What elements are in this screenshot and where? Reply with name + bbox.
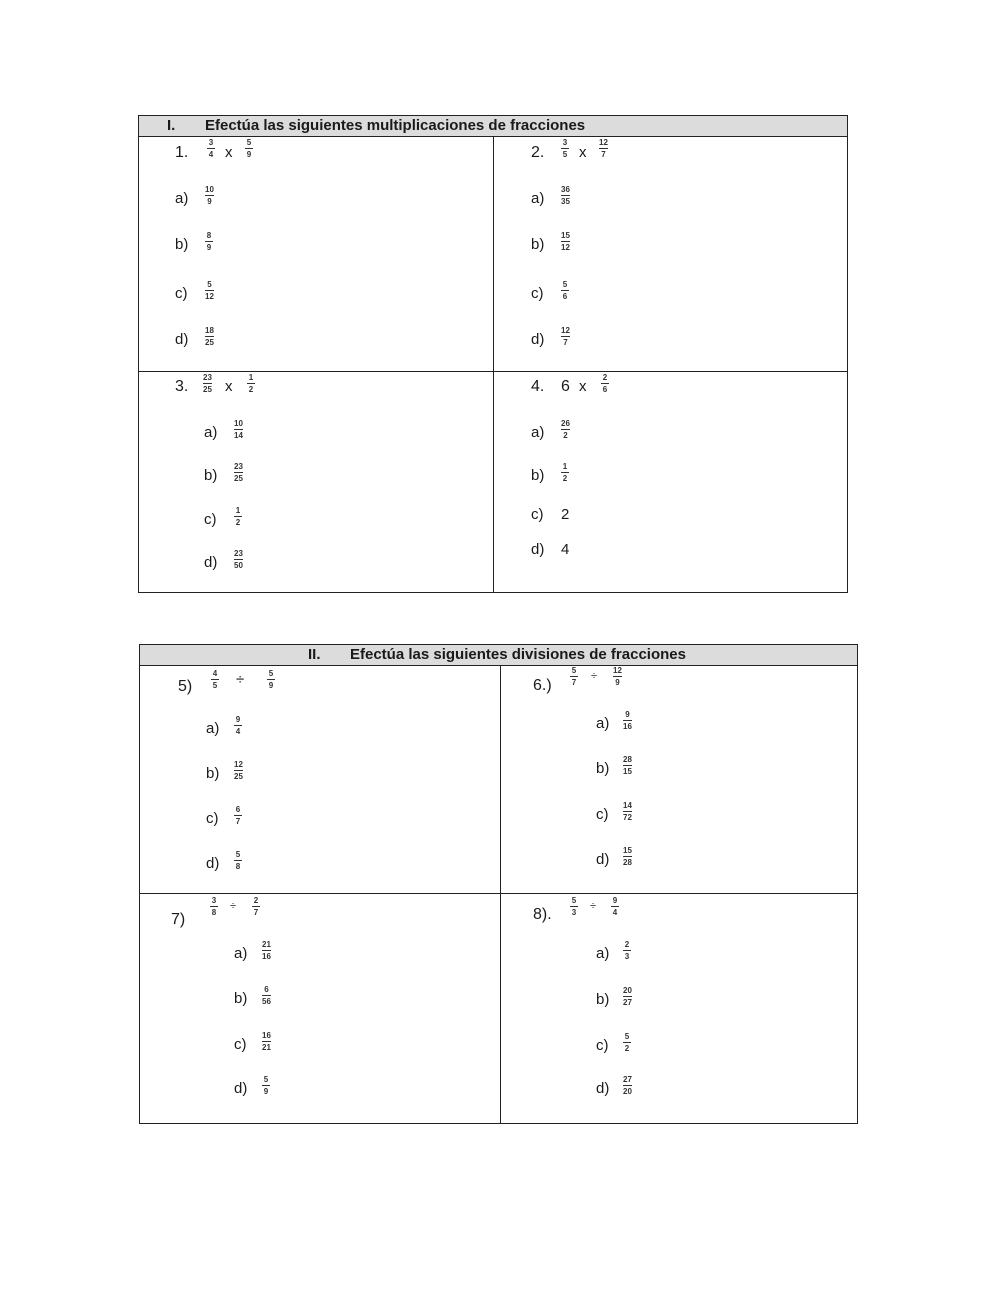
problem-label: 1. (175, 144, 189, 161)
operator: ÷ (230, 900, 237, 912)
multiplication-section: I. Efectúa las siguientes multiplicaciones de fracciones 1. 3 4 x 5 9 a) 10 9 b) 8 9 c) 5 12 d) 18 25 2. 3 5 x 12 7 a) 36 35 b) 15 12 c) 5 6 d) 12 7 3. 23 25 x 1 2 a) 10 14 b) 23 25 c) 1 2 d) 23 50 4. 6 x 2 6 a) 26 2 b) 1 2 c) 2 d) 4 (138, 115, 848, 593)
fraction: 5 9 (246, 138, 252, 159)
section-title: Efectúa las siguientes multiplicaciones de fracciones (205, 117, 586, 134)
operator: x (225, 144, 233, 161)
fraction: 3 8 (211, 896, 217, 917)
operator: ÷ (236, 671, 245, 688)
fraction: 3 4 (208, 138, 214, 159)
fraction: 5 3 (571, 896, 577, 917)
operator: x (579, 378, 587, 395)
row-divider (140, 893, 857, 894)
fraction: 23 25 (203, 373, 212, 394)
division-section: II. Efectúa las siguientes divisiones de fracciones 5) 4 5 ÷ 5 9 a) 9 4 b) 12 25 c) 6 7 d) 5 8 6.) 5 7 ÷ 12 9 a) 9 16 b) 28 15 c) 14 72 d) 15 28 7) 3 8 ÷ 2 7 a) 21 16 b) 6 56 c) 16 21 d) 5 9 8). 5 3 ÷ 9 4 a) 2 3 b) 20 27 c) 5 2 d) 27 20 (139, 644, 858, 1124)
section-header (140, 645, 857, 666)
problem-label: 5) (178, 678, 193, 695)
fraction: 12 7 (599, 138, 608, 159)
fraction: 12 9 (613, 666, 622, 687)
fraction: 4 5 (212, 669, 218, 690)
section-number: II. (308, 646, 321, 663)
problem-label: 2. (531, 144, 545, 161)
fraction: 5 9 (268, 669, 274, 690)
fraction: 9 4 (612, 896, 618, 917)
problem-label: 8). (533, 906, 552, 923)
problem-label: 6.) (533, 677, 552, 694)
operator: ÷ (591, 670, 598, 682)
fraction: 3 5 (562, 138, 568, 159)
fraction: 1 2 (248, 373, 254, 394)
column-divider (493, 136, 494, 592)
section-title: Efectúa las siguientes divisiones de fracciones (350, 646, 686, 663)
column-divider (500, 665, 501, 1123)
row-divider (139, 371, 847, 372)
problem-label: 3. (175, 378, 189, 395)
fraction: 2 6 (602, 373, 608, 394)
operator: x (579, 144, 587, 161)
problem-label: 4. (531, 378, 545, 395)
section-header (139, 116, 847, 137)
fraction: 2 7 (253, 896, 259, 917)
whole-number: 6 (561, 378, 570, 395)
operator: ÷ (590, 900, 597, 912)
problem-label: 7) (171, 911, 186, 928)
operator: x (225, 378, 233, 395)
section-number: I. (167, 117, 176, 134)
fraction: 5 7 (571, 666, 577, 687)
